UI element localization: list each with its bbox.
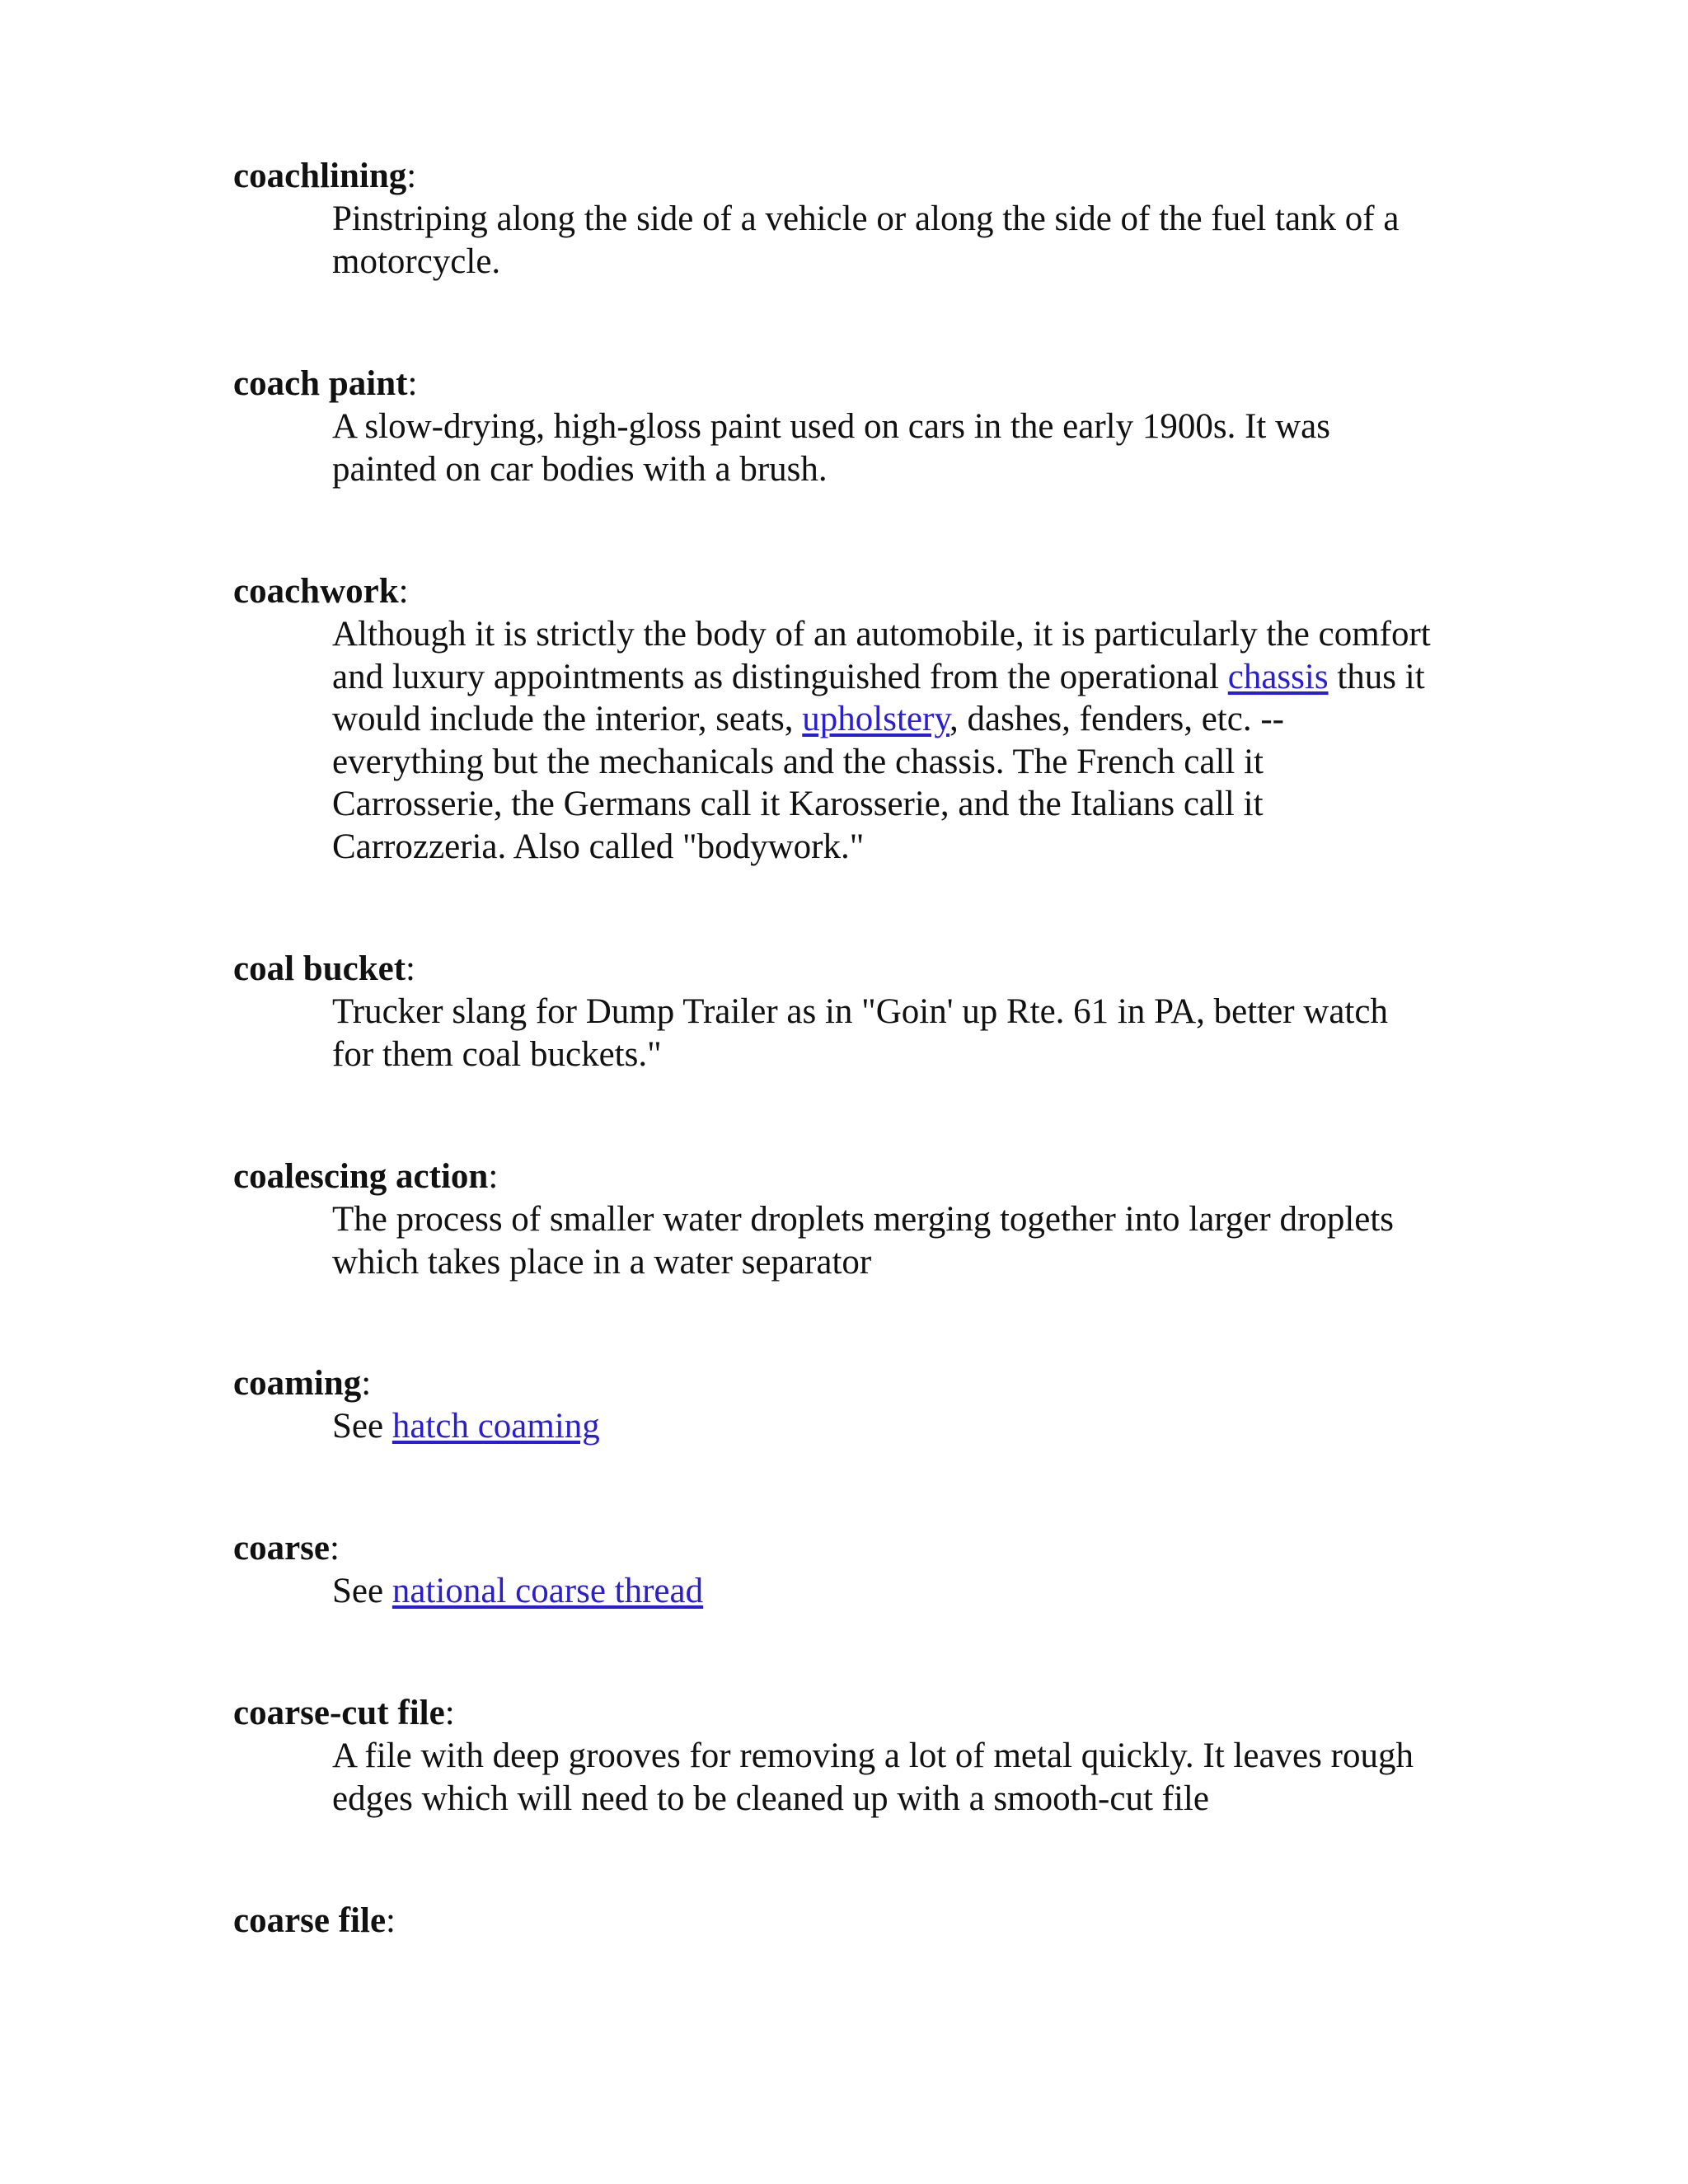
definition-text: The process of smaller water droplets merging together into larger droplets which takes place in a water separator [332,1200,1395,1282]
definition-text: Although it is strictly the body of an automobile, it is particularly the comfort and luxury appointments as distinguished from the operational [332,615,1431,696]
term-colon: : [407,364,418,403]
glossary-entry-coal-bucket [233,948,1453,1076]
definition-text: A slow-drying, high-gloss paint used on cars in the early 1900s. It was painted on car bodies with a brush. [332,407,1330,489]
term-line [233,1362,1453,1405]
term-line [233,1692,1453,1735]
definition-text: See [332,1572,392,1610]
term: coal bucket [233,949,406,988]
term: coarse-cut file [233,1694,445,1732]
term-line [233,948,1453,991]
definition-text: Trucker slang for Dump Trailer as in "Goin' up Rte. 61 in PA, better watch for them coal buckets." [332,992,1388,1074]
term-colon: : [398,572,409,611]
link-chassis[interactable]: chassis [1227,657,1329,696]
glossary-entry-coachwork [233,570,1453,868]
term-colon: : [361,1364,372,1403]
term-colon: : [406,949,415,988]
link-national-coarse-thread[interactable]: national coarse thread [392,1572,704,1610]
term-line [233,1527,1453,1570]
definition [332,405,1437,490]
term-colon: : [386,1901,396,1940]
glossary-entry-coalescing-action [233,1155,1453,1283]
term: coarse file [233,1901,387,1940]
link-hatch-coaming[interactable]: hatch coaming [392,1407,600,1446]
term: coachwork [233,572,399,611]
term-line [233,1155,1453,1198]
glossary-entry-coarse-cut-file [233,1692,1453,1820]
term-line [233,155,1453,198]
term-colon: : [488,1157,499,1196]
term-line [233,570,1453,613]
definition [332,991,1437,1076]
definition [332,1198,1437,1283]
definition [332,613,1437,868]
definition-text: , dashes, fenders, etc. -- everything but the mechanicals and the chassis. The French call it Carrosserie, the Germans call it Karosserie, and the Italians call it Carrozzeria. Also called "bodywork." [332,700,1284,866]
glossary-entry-coachlining [233,155,1453,283]
term-colon: : [406,157,417,195]
glossary-entry-coaming [233,1362,1453,1448]
glossary-entry-coach-paint [233,363,1453,490]
term: coarse [233,1529,330,1568]
link-upholstery[interactable]: upholstery [802,700,950,738]
term-line [233,1900,1453,1943]
term: coalescing action [233,1157,489,1196]
definition-text: A file with deep grooves for removing a lot of metal quickly. It leaves rough edges which will need to be cleaned up with a smooth-cut file [332,1736,1414,1818]
term-colon: : [444,1694,455,1732]
definition [332,198,1437,283]
term: coaming [233,1364,362,1403]
term: coachlining [233,157,407,195]
definition [332,1570,1437,1613]
definition [332,1405,1437,1448]
glossary-entry-coarse [233,1527,1453,1613]
term: coach paint [233,364,408,403]
definition [332,1735,1437,1820]
definition-text: Pinstriping along the side of a vehicle or along the side of the fuel tank of a motorcycle. [332,199,1400,281]
definition-text: thus it would include the interior, seats, [332,657,1425,738]
definition-text: See [332,1407,392,1446]
term-colon: : [330,1529,340,1568]
term-line [233,363,1453,405]
glossary-entry-coarse-file [233,1900,1453,1943]
